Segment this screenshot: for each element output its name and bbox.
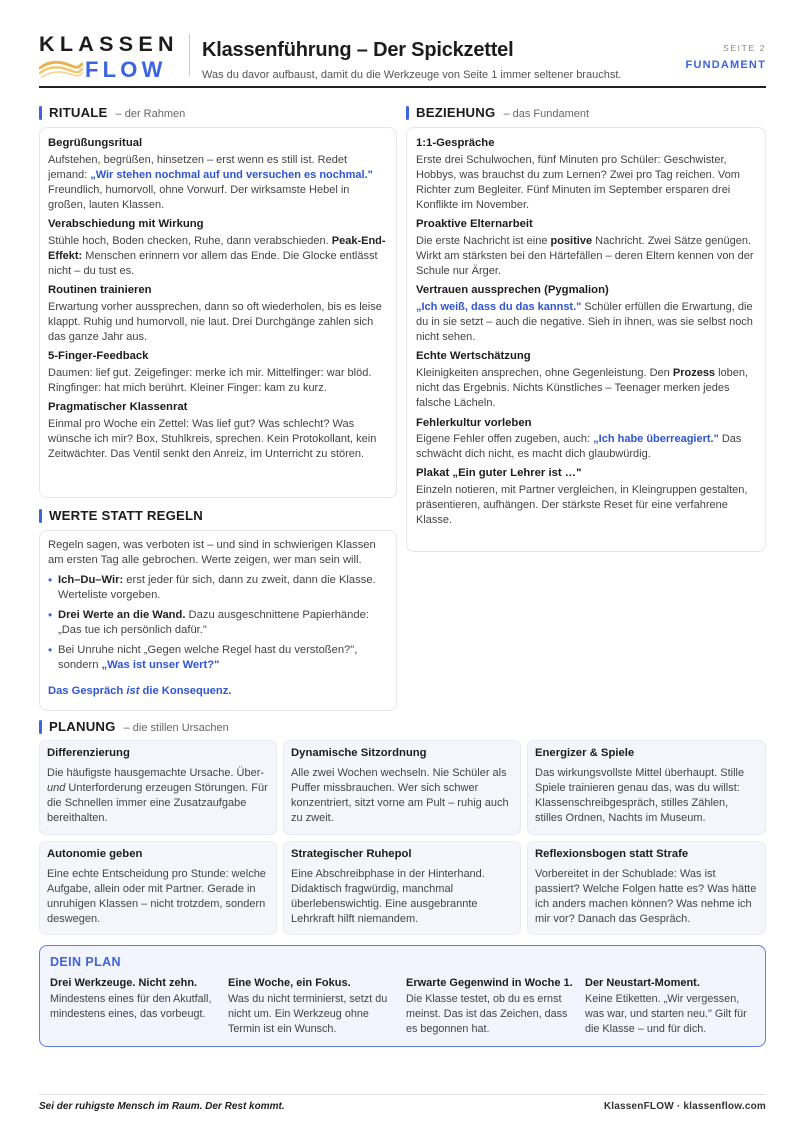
page-subtitle: Was du davor aufbaust, damit du die Werkzeuge von Seite 1 immer seltener brauchst. bbox=[202, 68, 622, 81]
section-title: PLANUNG bbox=[49, 719, 116, 734]
item-title: 5-Finger-Feedback bbox=[48, 350, 149, 363]
item-title: Proaktive Elternarbeit bbox=[416, 218, 533, 231]
item-text: Einzeln notieren, mit Partner vergleichen, in Kleingruppen gestalten, präsentieren, aufhängen. Der stärkste Reset für eine verfahrene Klasse. bbox=[416, 484, 748, 527]
plan-column bbox=[50, 976, 220, 1022]
highlight-quote: „Was ist unser Wert?" bbox=[101, 659, 220, 672]
card-beziehung bbox=[406, 127, 766, 552]
item-text: „Ich weiß, dass du das kannst." Schüler erfüllen die Erwartung, die du in sie setzt – auch die negative. Sieh in ihnen, was sie selbst noch nicht sehen. bbox=[416, 300, 753, 344]
item-text: Eigene Fehler offen zugeben, auch: „Ich habe überreagiert." Das schwächt dich nicht, es macht dich glaubwürdig. bbox=[416, 433, 742, 461]
ritual-item bbox=[48, 136, 387, 213]
item-title: Routinen trainieren bbox=[48, 284, 152, 297]
werte-conclusion: Das Gespräch ist die Konsequenz. bbox=[48, 684, 232, 697]
plan-column bbox=[406, 976, 576, 1037]
section-title: WERTE STATT REGELN bbox=[49, 508, 204, 523]
item-title: Pragmatischer Klassenrat bbox=[48, 401, 188, 414]
item-title: Begrüßungsritual bbox=[48, 137, 143, 149]
item-title: Eine Woche, ein Fokus. bbox=[228, 977, 351, 989]
page-number: SEITE 2 bbox=[723, 43, 766, 53]
item-title: Verabschiedung mit Wirkung bbox=[48, 218, 204, 231]
plan-column bbox=[228, 976, 398, 1037]
section-title: BEZIEHUNG bbox=[416, 105, 496, 120]
ritual-item bbox=[48, 349, 387, 396]
item-text: Keine Etiketten. „Wir vergessen, was war, und starten neu." Gilt für die Klasse – und für dich. bbox=[585, 993, 747, 1035]
list-item: • Bei Unruhe nicht „Gegen welche Regel hast du verstoßen?", sondern „Was ist unser Wert?" bbox=[48, 643, 387, 674]
item-text: Die Klasse testet, ob du es ernst meinst. Das ist das Zeichen, dass es begonnen hat. bbox=[406, 993, 568, 1035]
card-rituale bbox=[39, 127, 397, 498]
item-text: Eine Abschreibphase in der Hinterhand. Didaktisch fragwürdig, manchmal überlebenswichtig. Eine ausgebrannte Lehrkraft hilft niemandem. bbox=[291, 867, 485, 926]
section-subtitle: – die stillen Ursachen bbox=[123, 722, 229, 734]
plan-column bbox=[585, 976, 755, 1037]
werte-list bbox=[48, 573, 387, 674]
planung-card bbox=[283, 841, 521, 935]
bold-term: Peak-End-Effekt: bbox=[48, 234, 386, 263]
section-subtitle: – der Rahmen bbox=[115, 108, 186, 120]
section-subtitle: – das Fundament bbox=[503, 108, 590, 120]
beziehung-item bbox=[416, 416, 756, 463]
section-marker bbox=[39, 720, 42, 734]
planung-card bbox=[39, 740, 277, 835]
highlight-quote: „Wir stehen nochmal auf und versuchen es nochmal." bbox=[90, 168, 373, 181]
planung-card bbox=[39, 841, 277, 935]
ritual-item bbox=[48, 283, 387, 345]
planung-card bbox=[527, 841, 766, 935]
section-heading-beziehung bbox=[406, 104, 589, 122]
planung-card bbox=[527, 740, 766, 835]
page-meta bbox=[686, 43, 766, 73]
item-title: Differenzierung bbox=[47, 747, 130, 759]
section-marker bbox=[406, 106, 409, 120]
section-marker bbox=[39, 106, 42, 120]
section-heading-rituale bbox=[39, 104, 185, 122]
item-title: Vertrauen aussprechen (Pygmalion) bbox=[416, 284, 609, 297]
list-item: • Drei Werte an die Wand. Dazu ausgeschnittene Papierhände: „Das tue ich persönlich dafür." bbox=[48, 608, 387, 639]
logo-swoosh-icon bbox=[39, 58, 83, 80]
beziehung-item bbox=[416, 217, 756, 279]
highlight-quote: „Ich weiß, dass du das kannst." bbox=[416, 300, 582, 313]
ritual-item bbox=[48, 400, 387, 462]
item-title: Fehlerkultur vorleben bbox=[416, 416, 532, 429]
logo bbox=[39, 28, 183, 80]
beziehung-item bbox=[416, 466, 756, 528]
item-title: Strategischer Ruhepol bbox=[291, 848, 412, 860]
item-text: Erwartung vorher aussprechen, dann so oft wiederholen, bis es leise klappt. Ruhig und humorvoll, nie laut. Drei Durchgänge zahlen sich das ganze Jahr aus. bbox=[48, 300, 382, 344]
highlight-quote: „Ich habe überreagiert." bbox=[593, 433, 719, 446]
section-title: RITUALE bbox=[49, 105, 108, 120]
header-text bbox=[202, 28, 621, 83]
beziehung-item bbox=[416, 136, 756, 213]
item-text: Stühle hoch, Boden checken, Ruhe, dann verabschieden. Peak-End-Effekt: Menschen erinnern vor allem das Ende. Die Glocke entlässt nicht – du tust es. bbox=[48, 234, 386, 278]
item-text: Die erste Nachricht ist eine positive Nachricht. Zwei Sätze genügen. Wirkt am stärksten bei den Härtefällen – deren Eltern kennen von der Schule nur Ärger. bbox=[416, 234, 754, 278]
ritual-item bbox=[48, 217, 387, 279]
item-text: Das wirkungsvollste Mittel überhaupt. Stille Spiele trainieren genau das, was du willst: Klassenschreibgespräch, stilles Zählen, stilles Ordnen, Nachts im Museum. bbox=[535, 766, 745, 825]
beziehung-item bbox=[416, 283, 756, 345]
list-item: • Ich–Du–Wir: erst jeder für sich, dann zu zweit, dann die Klasse. Werteliste vorgeben. bbox=[48, 573, 387, 604]
card-werte bbox=[39, 530, 397, 711]
header-divider bbox=[189, 34, 190, 76]
item-text: Kleinigkeiten ansprechen, ohne Gegenleistung. Den Prozess loben, nicht das Ergebnis. Nichts Künstliches – Teenager merken jedes falsche Lächeln. bbox=[416, 367, 749, 410]
item-title: 1:1-Gespräche bbox=[416, 137, 495, 149]
beziehung-item bbox=[416, 349, 756, 411]
item-title: Autonomie geben bbox=[47, 848, 143, 860]
section-heading-planung bbox=[39, 718, 229, 736]
item-title: Drei Werkzeuge. Nicht zehn. bbox=[50, 977, 198, 989]
item-title: Der Neustart-Moment. bbox=[585, 977, 700, 989]
page bbox=[39, 28, 766, 88]
section-heading-werte bbox=[39, 507, 203, 525]
item-title: Plakat „Ein guter Lehrer ist …" bbox=[416, 467, 582, 480]
item-text: Was du nicht terminierst, setzt du nicht um. Ein Werkzeug ohne Termin ist ein Wunsch. bbox=[228, 993, 388, 1035]
logo-text-bottom: FLOW bbox=[85, 57, 167, 82]
page-tag: FUNDAMENT bbox=[685, 58, 766, 71]
footer-divider bbox=[39, 1094, 766, 1095]
item-title: Echte Wertschätzung bbox=[416, 350, 531, 363]
dein-plan-box bbox=[39, 945, 766, 1047]
item-title: Energizer & Spiele bbox=[535, 747, 635, 759]
werte-intro: Regeln sagen, was verboten ist – und sind in schwierigen Klassen am ersten Tag alle gebrochen. Werte zeigen, wer man sein will. bbox=[48, 539, 376, 567]
item-title: Dynamische Sitzordnung bbox=[291, 747, 427, 759]
item-text: Erste drei Schulwochen, fünf Minuten pro Schüler: Geschwister, Hobbys, was brauchst du zum Lernen? Zwei pro Tag reichen. Vom Richter zum Begleiter. Fünf Minuten im September ersparen drei Konflikte im November. bbox=[416, 153, 740, 212]
item-text: Die häufigste hausgemachte Ursache. Über- und Unterforderung erzeugen Störungen. Für die Schnellen immer eine Zusatzaufgabe bereithalten. bbox=[47, 766, 268, 825]
item-text: Eine echte Entscheidung pro Stunde: welche Aufgabe, allein oder mit Partner. Gerade in unruhigen Klassen – nicht trotzdem, sondern deswegen. bbox=[47, 867, 266, 926]
planung-card bbox=[283, 740, 521, 835]
item-text: Aufstehen, begrüßen, hinsetzen – erst wenn es still ist. Redet jemand: „Wir stehen nochmal auf und versuchen es nochmal." Freundlich, humorvoll, ohne Vorwurf. Der wirksamste Hebel in großen, lauten Klassen. bbox=[48, 153, 373, 212]
item-title: Reflexionsbogen statt Strafe bbox=[535, 848, 689, 860]
page-title: Klassenführung – Der Spickzettel bbox=[202, 39, 514, 61]
item-text: Einmal pro Woche ein Zettel: Was lief gut? Was schlecht? Was wünsche ich mir? Box, Stuhlkreis, sprechen. Kein Protokollant, kein Zeitwächter. Das Ventil senkt den Anreiz, im Unterricht zu stören. bbox=[48, 417, 377, 461]
header bbox=[39, 28, 766, 88]
footer-slogan: Sei der ruhigste Mensch im Raum. Der Rest kommt. bbox=[39, 1101, 285, 1112]
plan-title: DEIN PLAN bbox=[50, 955, 121, 969]
footer-brand: KlassenFLOW · klassenflow.com bbox=[603, 1101, 766, 1112]
item-text: Vorbereitet in der Schublade: Was ist passiert? Welche Folgen hatte es? Was hätte ich anders machen können? Was nehme ich mir vor? Danach das Gespräch. bbox=[535, 867, 757, 926]
item-title: Erwarte Gegenwind in Woche 1. bbox=[406, 977, 573, 989]
item-text: Daumen: lief gut. Zeigefinger: merke ich mir. Mittelfinger: war blöd. Ringfinger: hat mich berührt. Kleiner Finger: kam zu kurz. bbox=[48, 367, 372, 395]
item-text: Alle zwei Wochen wechseln. Nie Schüler als Puffer missbrauchen. Wer sich schwer konzentriert, sitzt vorne am Pult – ruhig auch zu zweit. bbox=[291, 766, 509, 825]
item-text: Mindestens eines für den Akutfall, mindestens eines, das vorbeugt. bbox=[50, 993, 212, 1021]
logo-text-top: KLASSEN bbox=[39, 32, 179, 56]
section-marker bbox=[39, 509, 42, 523]
